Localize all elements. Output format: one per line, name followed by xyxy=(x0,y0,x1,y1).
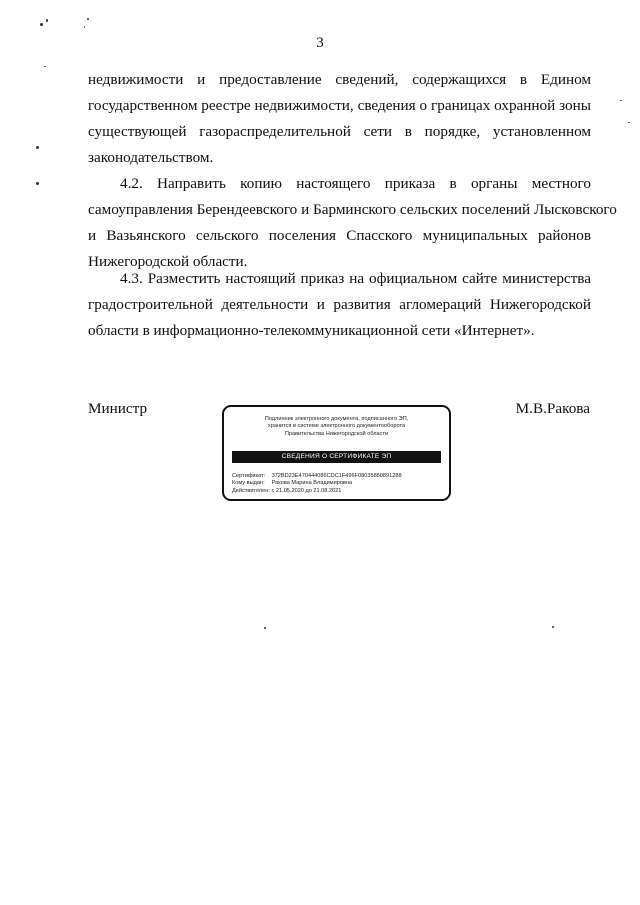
text-line: 4.2. Направить копию настоящего приказа в органы местного xyxy=(120,175,591,192)
stamp-details xyxy=(232,473,443,495)
valid-label: Действителен: xyxy=(232,487,270,494)
text-line: законодательством. xyxy=(88,149,214,166)
page-number: 3 xyxy=(316,35,324,51)
signer-title: Министр xyxy=(88,400,148,417)
valid-value: с 21.05.2020 до 21.08.2021 xyxy=(271,487,342,494)
stamp-header-line: Правительства Нижегородской области xyxy=(284,430,389,437)
issued-to-value: Ракова Марина Владимировна xyxy=(271,480,353,487)
paragraph-property-registry xyxy=(88,67,591,171)
scan-speck xyxy=(46,19,48,22)
text-line: недвижимости и предоставление сведений, содержащихся в Едином xyxy=(88,71,591,88)
scan-speck xyxy=(628,122,630,123)
scan-speck xyxy=(87,18,89,20)
certificate-row xyxy=(232,473,443,480)
issued-to-label: Кому выдан: xyxy=(232,480,265,487)
paragraph-4-3 xyxy=(88,266,591,344)
scan-speck xyxy=(36,146,39,149)
certificate-label: Сертификат: xyxy=(232,473,266,479)
stamp-header-line: хранится в системе электронного документооборота xyxy=(267,423,406,430)
stamp-header xyxy=(232,416,441,438)
scan-speck xyxy=(44,66,46,67)
scan-speck xyxy=(84,26,85,28)
text-line: Нижегородской области. xyxy=(88,253,248,270)
scan-speck xyxy=(552,626,554,628)
scan-speck xyxy=(36,182,39,185)
signer-name: М.В.Ракова xyxy=(515,400,590,417)
valid-row xyxy=(232,488,443,495)
scan-speck xyxy=(40,23,43,26)
text-line: 4.3. Разместить настоящий приказ на официальном сайте министерства xyxy=(120,270,591,287)
text-line: существующей газораспределительной сети в порядке, установленном xyxy=(88,123,591,140)
certificate-value: 372BD23E470444086CDC1F496F08035880891288 xyxy=(271,473,402,479)
stamp-header-line: Подлинник электронного документа, подписанного ЭП, xyxy=(264,416,409,422)
issued-to-row xyxy=(232,480,443,487)
text-line: государственном реестре недвижимости, сведения о границах охранной зоны xyxy=(88,97,591,114)
scan-speck xyxy=(264,627,266,629)
scan-speck xyxy=(620,100,622,101)
text-line: и Вазьянского сельского поселения Спасского муниципальных районов xyxy=(88,227,591,244)
text-line: области в информационно-телекоммуникационной сети «Интернет». xyxy=(88,322,535,339)
text-line: самоуправления Берендеевского и Барминского сельских поселений Лысковского xyxy=(88,201,617,218)
electronic-signature-stamp xyxy=(222,405,451,501)
paragraph-4-2 xyxy=(88,171,617,275)
text-line: градостроительной деятельности и развития агломераций Нижегородской xyxy=(88,296,591,313)
stamp-banner: СВЕДЕНИЯ О СЕРТИФИКАТЕ ЭП xyxy=(232,451,441,463)
